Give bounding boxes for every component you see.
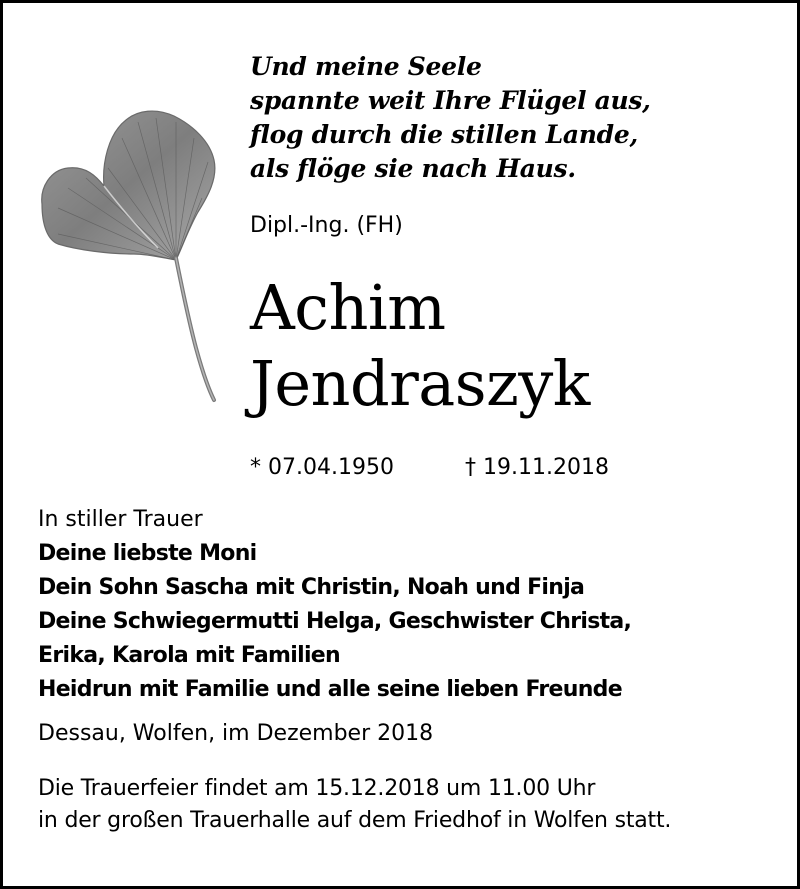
poem-line: spannte weit Ihre Flügel aus, (250, 86, 651, 115)
death-date: † 19.11.2018 (465, 455, 609, 480)
service-line: Die Trauerfeier findet am 15.12.2018 um 11.00 Uhr (38, 776, 596, 801)
last-name: Jendraszyk (250, 347, 590, 420)
mourners-list (38, 503, 631, 707)
deceased-name (250, 270, 590, 422)
birth-date: * 07.04.1950 (250, 455, 394, 480)
mourner-line: Dein Sohn Sascha mit Christin, Noah und Finja (38, 575, 585, 600)
funeral-service-info (38, 773, 671, 837)
ginkgo-leaf-icon (38, 108, 222, 404)
first-name: Achim (250, 271, 446, 344)
mourning-intro: In stiller Trauer (38, 507, 203, 532)
academic-title: Dipl.-Ing. (FH) (250, 213, 403, 238)
mourner-line: Erika, Karola mit Familien (38, 643, 340, 668)
life-dates (250, 454, 609, 482)
poem-verse (250, 50, 651, 186)
place-and-date: Dessau, Wolfen, im Dezember 2018 (38, 721, 434, 746)
service-line: in der großen Trauerhalle auf dem Friedhof in Wolfen statt. (38, 808, 672, 833)
poem-line: Und meine Seele (250, 52, 482, 81)
mourner-line: Heidrun mit Familie und alle seine lieben Freunde (38, 677, 622, 702)
poem-line: als flöge sie nach Haus. (250, 154, 576, 183)
poem-line: flog durch die stillen Lande, (250, 120, 638, 149)
mourner-line: Deine Schwiegermutti Helga, Geschwister Christa, (38, 609, 632, 634)
mourner-line: Deine liebste Moni (38, 541, 257, 566)
